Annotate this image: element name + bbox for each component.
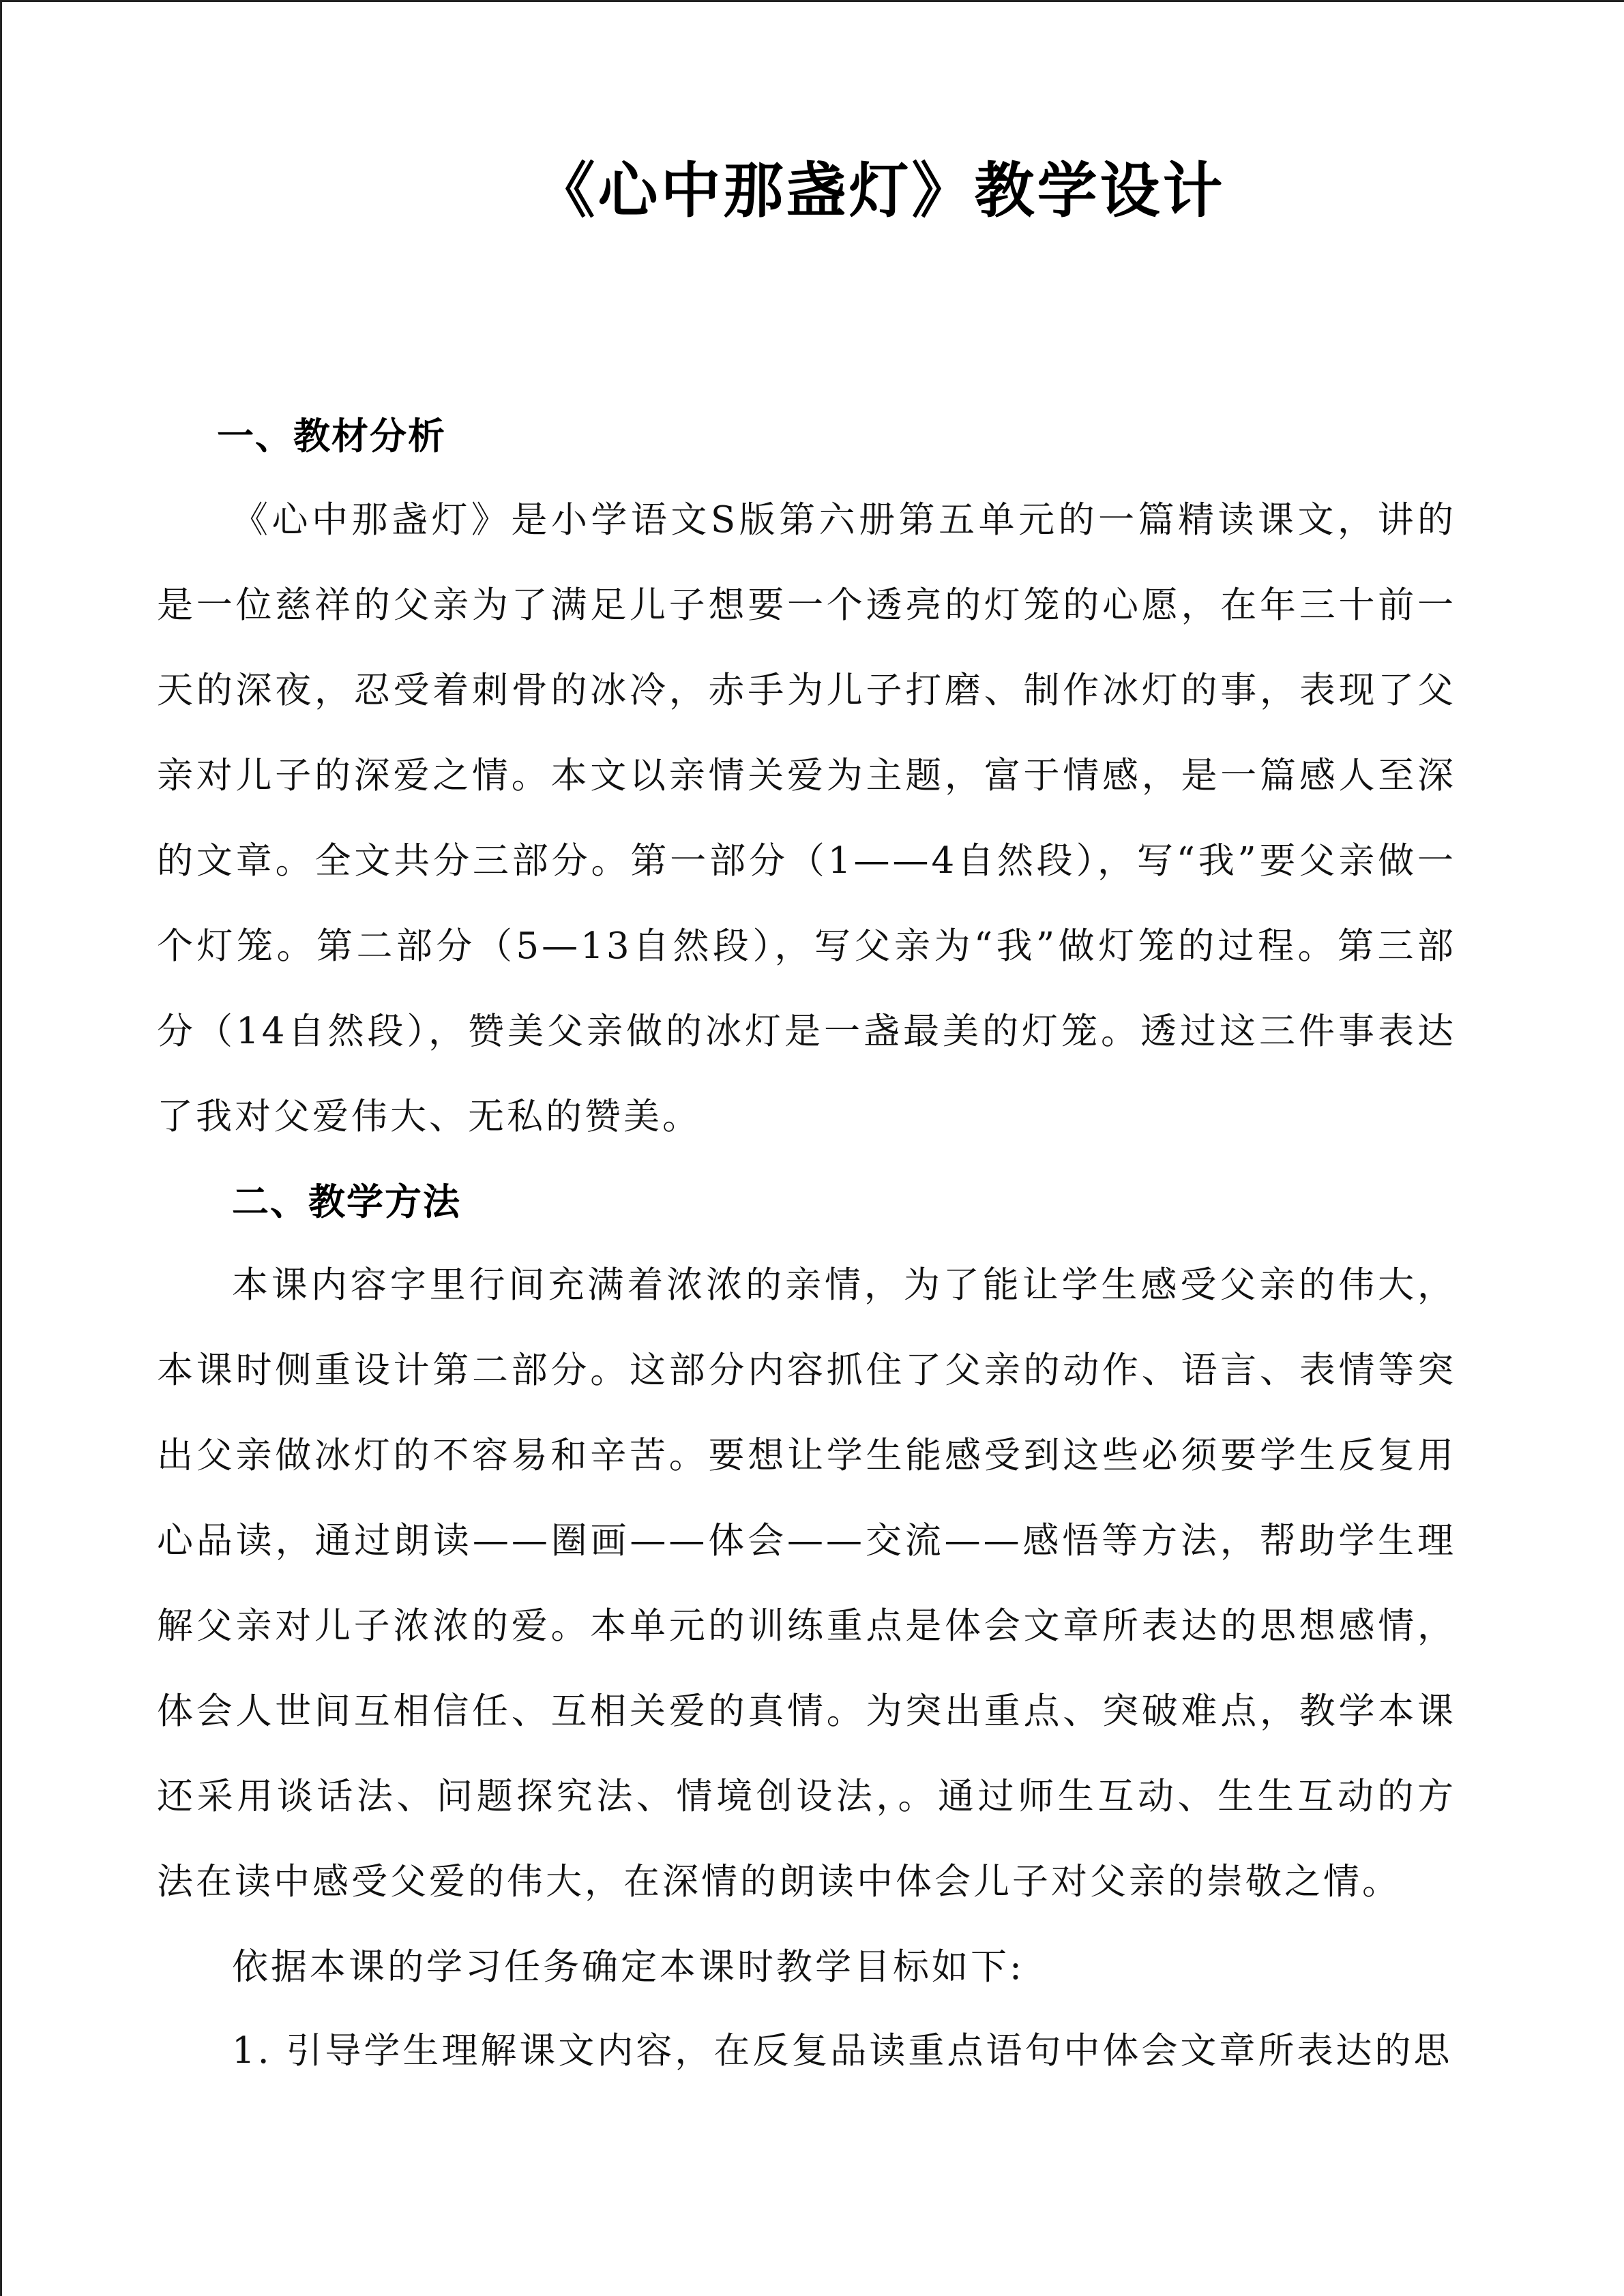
paragraph-goals-intro: 依据本课的学习任务确定本课时教学目标如下: bbox=[232, 1946, 1024, 1988]
page-border-top bbox=[0, 0, 1624, 2]
document-title: 《心中那盏灯》教学设计 bbox=[535, 155, 1226, 226]
list-item-goal-1: 1. 引导学生理解课文内容，在反复品读重点语句中体会文章所表达的思 bbox=[232, 2030, 1453, 2072]
paragraph-textbook-analysis: 《心中那盏灯》是小学语文S版第六册第五单元的一篇精读课文，讲的是一位慈祥的父亲为了满足儿子想要一个透亮的灯笼的心愿，在年三十前一天的深夜，忍受着刺骨的冰冷，赤手为儿子打磨、制作冰灯的事，表现了父亲对儿子的深爱之情。本文以亲情关爱为主题，富于情感，是一篇感人至深的文章。全文共分三部分。第一部分（1——4自然段），写“我”要父亲做一个灯笼。第二部分（5—13自然段），写父亲为“我”做灯笼的过程。第三部分（14自然段），赞美父亲做的冰灯是一盏最美的灯笼。透过这三件事表达了我对父爱伟大、无私的赞美。 bbox=[157, 499, 1456, 1137]
section-heading-textbook-analysis: 一、教材分析 bbox=[217, 415, 446, 458]
page-border-left bbox=[0, 0, 2, 2296]
paragraph-teaching-method: 本课内容字里行间充满着浓浓的亲情，为了能让学生感受父亲的伟大，本课时侧重设计第二部分。这部分内容抓住了父亲的动作、语言、表情等突出父亲做冰灯的不容易和辛苦。要想让学生能感受到这些必须要学生反复用心品读，通过朗读——圈画——体会——交流——感悟等方法，帮助学生理解父亲对儿子浓浓的爱。本单元的训练重点是体会文章所表达的思想感情，体会人世间互相信任、互相关爱的真情。为突出重点、突破难点，教学本课还采用谈话法、问题探究法、情境创设法，。通过师生互动、生生互动的方法在读中感受父爱的伟大，在深情的朗读中体会儿子对父亲的崇敬之情。 bbox=[157, 1264, 1456, 1903]
section-heading-teaching-method: 二、教学方法 bbox=[232, 1180, 461, 1223]
